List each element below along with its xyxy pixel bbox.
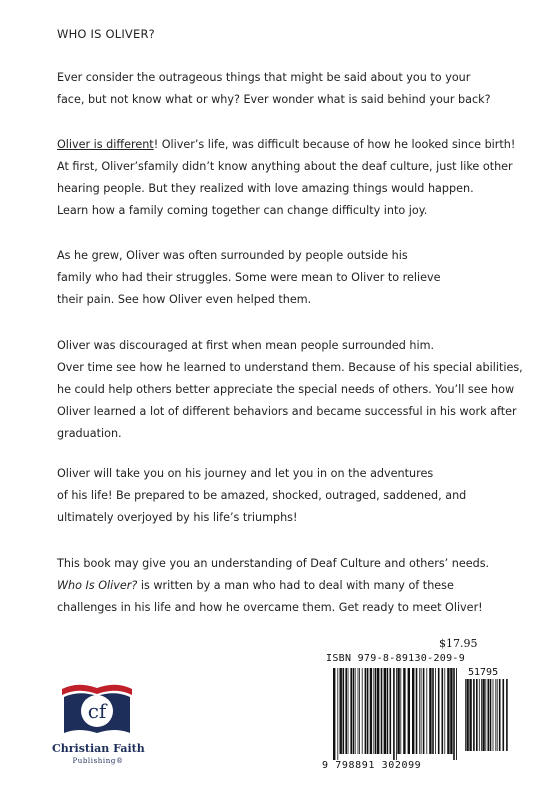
- text-run: As he grew, Oliver was often surrounded by people outside his: [57, 249, 408, 262]
- price-addon-barcode: [465, 679, 509, 757]
- barcode-bar: [393, 668, 395, 760]
- barcode-bar: [447, 668, 449, 754]
- barcode-bar: [450, 668, 452, 754]
- barcode-bar: [429, 668, 431, 754]
- barcode-bar: [426, 668, 427, 754]
- ean-digits: 9 798891 302099: [322, 760, 422, 771]
- barcode-bar: [421, 668, 422, 754]
- text-run: Oliver learned a lot of different behaviors and became successful in his work after: [57, 405, 517, 418]
- text-run: ultimately overjoyed by his life’s triumphs!: [57, 511, 298, 524]
- text-run: Oliver was discouraged at first when mean people surrounded him.: [57, 339, 435, 352]
- publisher-subtitle-text: Publishing: [72, 757, 116, 765]
- barcode-bar: [400, 668, 401, 754]
- paragraph-line: [57, 379, 527, 401]
- text-run: Learn how a family coming together can change difficulty into joy.: [57, 204, 428, 217]
- paragraph-line: [57, 401, 527, 423]
- barcode-bar: [333, 668, 335, 760]
- trademark-symbol: ®: [115, 757, 124, 765]
- text-run: their pain. See how Oliver even helped them.: [57, 293, 312, 306]
- text-run: At first, Oliver’sfamily didn’t know anything about the deaf culture, just like other: [57, 160, 513, 173]
- barcode-bar: [482, 679, 484, 751]
- paragraph-1: [57, 67, 527, 111]
- barcode-bar: [485, 679, 486, 751]
- price-label: $17.95: [439, 637, 478, 650]
- text-run: ! Oliver’s life, was difficult because of how he looked since birth!: [153, 138, 516, 151]
- barcode-bar: [387, 668, 389, 754]
- barcode-bar: [438, 668, 440, 754]
- text-run: Oliver will take you on his journey and let you in on the adventures: [57, 467, 434, 480]
- barcode-bar: [340, 668, 342, 754]
- paragraph-4: [57, 335, 527, 445]
- barcode-bar: [432, 668, 434, 754]
- barcode-bar: [350, 668, 352, 754]
- barcode-bar: [493, 679, 494, 751]
- text-run: Ever consider the outrageous things that might be said about you to your: [57, 71, 471, 84]
- barcode-bar: [419, 668, 420, 754]
- isbn-label: ISBN 979-8-89130-209-9: [326, 653, 466, 664]
- text-run: Over time see how he learned to understand them. Because of his special abilities,: [57, 361, 523, 374]
- logo-letters: cf: [87, 699, 107, 723]
- barcode-bar: [355, 668, 356, 754]
- barcode-bar: [362, 668, 363, 754]
- paragraph-line: [57, 245, 527, 267]
- isbn-barcode: [333, 668, 457, 760]
- barcode-bar: [375, 668, 377, 754]
- barcode-bar: [397, 668, 399, 754]
- paragraph-3: [57, 245, 527, 311]
- paragraph-line: [57, 463, 527, 485]
- christian-faith-publishing-logo: [58, 671, 136, 737]
- barcode-bar: [412, 668, 414, 754]
- barcode-bar: [345, 668, 347, 754]
- paragraph-line: [57, 575, 527, 597]
- barcode-bar: [495, 679, 496, 751]
- paragraph-5: [57, 463, 527, 529]
- barcode-bar: [337, 668, 338, 760]
- paragraph-2: [57, 134, 527, 222]
- barcode-bar: [469, 679, 471, 751]
- barcode-bar: [488, 679, 490, 751]
- barcode-bar: [396, 668, 397, 760]
- paragraph-line: [57, 507, 527, 529]
- publisher-subtitle: [52, 757, 144, 765]
- barcode-bar: [370, 668, 372, 754]
- paragraph-line: [57, 178, 527, 200]
- text-run: graduation.: [57, 427, 122, 440]
- paragraph-line: [57, 335, 527, 357]
- barcode-bar: [453, 668, 455, 760]
- barcode-bar: [497, 679, 498, 751]
- paragraph-line: [57, 289, 527, 311]
- paragraph-line: [57, 423, 527, 445]
- paragraph-line: [57, 200, 527, 222]
- barcode-bar: [390, 668, 392, 754]
- paragraph-line: [57, 89, 527, 111]
- barcode-bar: [442, 668, 444, 754]
- back-cover-heading: WHO IS OLIVER?: [57, 27, 155, 41]
- barcode-bar: [359, 668, 360, 754]
- barcode-bar: [444, 668, 445, 754]
- text-run: This book may give you an understanding of Deaf Culture and others’ needs.: [57, 557, 490, 570]
- paragraph-line: [57, 156, 527, 178]
- italic-title: Who Is Oliver?: [57, 579, 138, 592]
- barcode-bar: [365, 668, 367, 754]
- barcode-bar: [381, 668, 383, 754]
- paragraph-line: [57, 597, 527, 619]
- text-run: challenges in his life and how he overcame them. Get ready to meet Oliver!: [57, 601, 483, 614]
- barcode-bar: [403, 668, 405, 754]
- barcode-bar: [466, 679, 468, 751]
- text-run: is written by a man who had to deal with many of these: [137, 579, 454, 592]
- barcode-bar: [473, 679, 475, 751]
- barcode-bar: [435, 668, 436, 754]
- underlined-text: Oliver is different: [57, 138, 154, 151]
- barcode-bar: [481, 679, 482, 751]
- publisher-name: Christian Faith: [52, 742, 145, 755]
- barcode-bar: [408, 668, 410, 754]
- barcode-bar: [465, 679, 466, 751]
- price-addon-code: 51795: [468, 667, 499, 678]
- barcode-bar: [490, 679, 492, 751]
- text-run: hearing people. But they realized with love amazing things would happen.: [57, 182, 474, 195]
- text-run: family who had their struggles. Some were mean to Oliver to relieve: [57, 271, 441, 284]
- barcode-bar: [423, 668, 425, 754]
- paragraph-line: [57, 485, 527, 507]
- paragraph-line: [57, 67, 527, 89]
- barcode-bar: [353, 668, 355, 754]
- barcode-bar: [503, 679, 505, 751]
- barcode-bar: [358, 668, 359, 754]
- paragraph-line: [57, 267, 527, 289]
- barcode-bar: [377, 668, 379, 754]
- barcode-bar: [384, 668, 386, 754]
- barcode-bar: [416, 668, 418, 754]
- paragraph-6: [57, 553, 527, 619]
- text-run: of his life! Be prepared to be amazed, shocked, outraged, saddened, and: [57, 489, 467, 502]
- barcode-bar: [479, 679, 480, 751]
- paragraph-line: [57, 357, 527, 379]
- barcode-bar: [373, 668, 374, 754]
- barcode-bar: [367, 668, 369, 754]
- text-run: he could help others better appreciate the special needs of others. You’ll see how: [57, 383, 515, 396]
- barcode-bar: [343, 668, 345, 754]
- paragraph-line: [57, 553, 527, 575]
- barcode-bar: [506, 679, 508, 751]
- barcode-bar: [499, 679, 501, 751]
- barcode-bar: [476, 679, 478, 751]
- text-run: face, but not know what or why? Ever wonder what is said behind your back?: [57, 93, 491, 106]
- barcode-bar: [456, 668, 457, 760]
- paragraph-line: [57, 134, 527, 156]
- barcode-bar: [348, 668, 349, 754]
